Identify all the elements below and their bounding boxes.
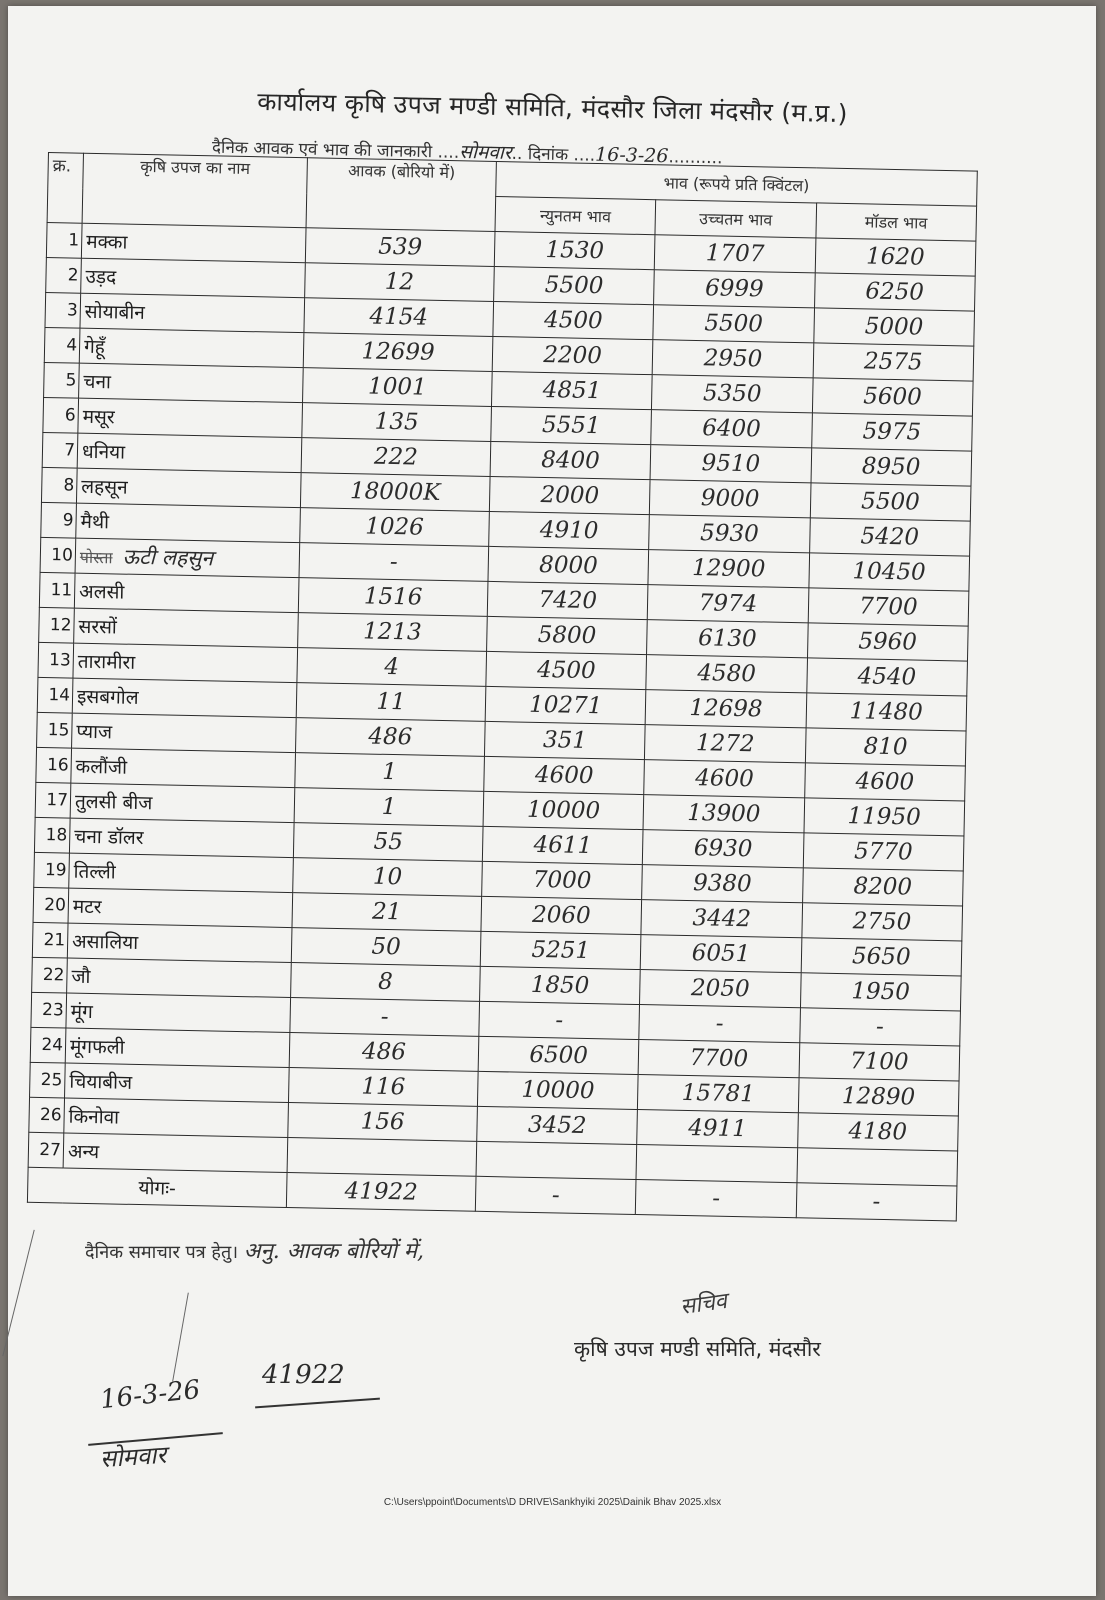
modal-price: 2575: [813, 343, 974, 381]
min-price: 5800: [487, 616, 648, 654]
arrival-bags: 116: [288, 1068, 478, 1107]
modal-price: 5650: [801, 938, 962, 976]
arrival-bags: 18000K: [300, 473, 490, 512]
arrival-bags: 1516: [298, 578, 488, 617]
max-price: 7700: [638, 1040, 799, 1078]
min-price: 8400: [490, 441, 651, 479]
commodity-name: चना: [79, 363, 304, 402]
row-number: 19: [34, 852, 70, 888]
commodity-name: उड़द: [81, 258, 306, 297]
signature-org: कृषि उपज मण्डी समिति, मंदसौर: [574, 1337, 821, 1361]
row-number: 25: [30, 1062, 66, 1098]
min-price: 8000: [488, 546, 649, 584]
arrival-bags: 1001: [303, 368, 493, 407]
max-price: 12698: [645, 690, 806, 728]
commodity-name: जौ: [67, 958, 292, 997]
modal-price: 7700: [808, 588, 969, 626]
max-price: 6130: [647, 620, 808, 658]
arrival-bags: 8: [291, 963, 481, 1002]
report-subtitle: दैनिक आवक एवं भाव की जानकारी ....सोमवार.. दिनांक ....16-3-26..........: [211, 137, 723, 169]
header-price-group: भाव (रूपये प्रति क्विंटल): [496, 162, 978, 207]
max-price: 13900: [643, 795, 804, 833]
row-number: 4: [44, 327, 80, 363]
commodity-name: असालिया: [67, 923, 292, 962]
max-price: -: [639, 1005, 800, 1043]
modal-price: 5420: [809, 518, 970, 556]
max-price: 9000: [650, 480, 811, 518]
arrival-bags: [287, 1138, 477, 1177]
header-name: कृषि उपज का नाम: [82, 153, 307, 227]
table-body: [28, 222, 976, 1185]
document-title: कार्यालय कृषि उपज मण्डी समिति, मंदसौर जिला मंदसौर (म.प्र.): [256, 86, 849, 129]
min-price: 7420: [487, 581, 648, 619]
max-price: 6999: [654, 270, 815, 308]
max-price: 9380: [642, 865, 803, 903]
commodity-name-handwritten: ऊटी लहसुन: [122, 544, 214, 571]
arrival-bags: 539: [305, 228, 495, 267]
arrival-bags: 1213: [298, 613, 488, 652]
row-number: 20: [33, 887, 69, 923]
arrival-bags: 135: [302, 403, 492, 442]
min-price: 4500: [493, 301, 654, 339]
row-number: 11: [39, 572, 75, 608]
row-number: 21: [32, 922, 68, 958]
min-price: 5500: [494, 266, 655, 304]
modal-price: 8200: [802, 868, 963, 906]
max-price: 6400: [651, 410, 812, 448]
modal-price: 5000: [813, 308, 974, 346]
row-number: 12: [39, 607, 75, 643]
min-price: 7000: [482, 861, 643, 899]
modal-price: 7100: [799, 1043, 960, 1081]
arrival-bags: 486: [295, 718, 485, 757]
modal-price: 4540: [806, 658, 967, 696]
modal-price: 1620: [815, 238, 976, 276]
footnote: [85, 1235, 424, 1265]
max-price: 6930: [643, 830, 804, 868]
arrival-bags: 11: [296, 683, 486, 722]
arrival-bags: 21: [292, 893, 482, 932]
commodity-name: लहसून: [76, 468, 301, 507]
max-price: 4580: [646, 655, 807, 693]
commodity-name: मसूर: [78, 398, 303, 437]
date-label: दिनांक: [527, 144, 569, 166]
modal-price: 10450: [809, 553, 970, 591]
min-price: [476, 1141, 637, 1179]
modal-price: [797, 1148, 958, 1186]
commodity-name: अलसी: [74, 573, 299, 612]
arrival-bags: -: [290, 998, 480, 1037]
modal-price: 5600: [812, 378, 973, 416]
max-price: 9510: [650, 445, 811, 483]
commodity-name: अन्य: [63, 1133, 288, 1172]
row-number: 6: [43, 397, 79, 433]
signature-title: सचिव: [678, 1288, 729, 1321]
footnote-handwritten: अनु. आवक बोरियों में,: [243, 1239, 424, 1264]
row-number: 14: [37, 677, 73, 713]
commodity-name: चना डॉलर: [69, 818, 294, 857]
arrival-bags: 12: [305, 263, 495, 302]
footnote-text: दैनिक समाचार पत्र हेतु।: [85, 1242, 239, 1263]
row-number: 3: [45, 292, 81, 328]
arrival-bags: 1: [295, 753, 485, 792]
modal-price: 2750: [802, 903, 963, 941]
row-number: 1: [46, 222, 82, 258]
total-label: योगः-: [27, 1167, 287, 1207]
max-price: 4600: [644, 760, 805, 798]
min-price: 5251: [480, 931, 641, 969]
min-price: 5551: [491, 406, 652, 444]
row-number: 7: [42, 432, 78, 468]
max-price: 15781: [638, 1075, 799, 1113]
total-min: -: [475, 1176, 636, 1214]
min-price: 1530: [494, 231, 655, 269]
max-price: 7974: [648, 585, 809, 623]
total-modal: -: [796, 1183, 957, 1221]
min-price: 351: [484, 721, 645, 759]
arrival-bags: 1: [294, 788, 484, 827]
min-price: 2200: [492, 336, 653, 374]
max-price: 1707: [655, 235, 816, 273]
max-price: 2950: [652, 340, 813, 378]
max-price: 1272: [645, 725, 806, 763]
modal-price: 810: [805, 728, 966, 766]
subtitle-prefix: दैनिक आवक एवं भाव की जानकारी: [211, 137, 433, 163]
commodity-name: मूंगफली: [65, 1028, 290, 1067]
commodity-name: तुलसी बीज: [70, 783, 295, 822]
max-price: 3442: [641, 900, 802, 938]
commodity-name: मैथी: [76, 503, 301, 542]
modal-price: 6250: [814, 273, 975, 311]
max-price: 2050: [640, 970, 801, 1008]
header-max-price: उच्चतम भाव: [655, 200, 816, 238]
commodity-name: मूंग: [66, 993, 291, 1032]
modal-price: 11950: [804, 798, 965, 836]
min-price: 4851: [491, 371, 652, 409]
commodity-name: गेहूँ: [79, 328, 304, 367]
modal-price: -: [799, 1008, 960, 1046]
modal-price: 12890: [798, 1078, 959, 1116]
report-date: 16-3-26: [594, 143, 669, 168]
arrival-bags: 55: [293, 823, 483, 862]
modal-price: 5500: [810, 483, 971, 521]
arrival-bags: 12699: [303, 333, 493, 372]
modal-price: 1950: [800, 973, 961, 1011]
commodity-name: कलौंजी: [71, 748, 296, 787]
handwritten-date: 16-3-26: [98, 1374, 202, 1416]
max-price: 5930: [649, 515, 810, 553]
arrival-bags: 222: [301, 438, 491, 477]
max-price: 12900: [648, 550, 809, 588]
min-price: 4500: [486, 651, 647, 689]
price-table: [27, 152, 978, 1221]
report-day: सोमवार: [459, 140, 512, 164]
arrival-bags: -: [299, 543, 489, 582]
modal-price: 5770: [803, 833, 964, 871]
min-price: 4600: [484, 756, 645, 794]
row-number: 2: [46, 257, 82, 293]
modal-price: 8950: [811, 448, 972, 486]
row-number: 22: [32, 957, 68, 993]
min-price: 10000: [477, 1071, 638, 1109]
commodity-name: मटर: [68, 888, 293, 927]
max-price: 6051: [641, 935, 802, 973]
commodity-name: तारामीरा: [73, 643, 298, 682]
row-number: 15: [37, 712, 73, 748]
modal-price: 5975: [811, 413, 972, 451]
commodity-name: सोयाबीन: [80, 293, 305, 332]
total-arrival: 41922: [286, 1173, 476, 1212]
commodity-name: इसबगोल: [72, 678, 297, 717]
commodity-name: प्याज: [72, 713, 297, 752]
arrival-bags: 486: [289, 1033, 479, 1072]
row-number: 13: [38, 642, 74, 678]
commodity-name: किनोवा: [64, 1098, 289, 1137]
total-max: -: [636, 1180, 797, 1218]
min-price: 10000: [483, 791, 644, 829]
max-price: 5350: [652, 375, 813, 413]
handwritten-total: 41922: [262, 1360, 345, 1390]
row-number: 26: [29, 1097, 65, 1133]
handwritten-day: सोमवार: [99, 1440, 168, 1474]
arrival-bags: 10: [293, 858, 483, 897]
min-price: 6500: [478, 1036, 639, 1074]
commodity-name: चियाबीज: [65, 1063, 290, 1102]
arrival-bags: 4: [297, 648, 487, 687]
modal-price: 11480: [806, 693, 967, 731]
min-price: 4611: [482, 826, 643, 864]
arrival-bags: 4154: [304, 298, 494, 337]
file-path: C:\Users\ppoint\Documents\D DRIVE\Sankhyiki 2025\Dainik Bhav 2025.xlsx: [383, 1497, 722, 1508]
min-price: 2000: [489, 476, 650, 514]
price-table-wrapper: [27, 152, 1008, 1222]
commodity-name: [75, 538, 300, 577]
max-price: 5500: [653, 305, 814, 343]
row-number: 9: [41, 502, 77, 538]
min-price: 4910: [489, 511, 650, 549]
commodity-name: सरसों: [74, 608, 299, 647]
min-price: 2060: [481, 896, 642, 934]
min-price: 3452: [477, 1106, 638, 1144]
row-number: 16: [36, 747, 72, 783]
modal-price: 4180: [797, 1113, 958, 1151]
header-arrival: आवक (बोरियो में): [306, 158, 496, 232]
row-number: 10: [40, 537, 76, 573]
row-number: 18: [34, 817, 70, 853]
header-min-price: न्युनतम भाव: [495, 196, 656, 234]
commodity-name: मक्का: [81, 223, 306, 262]
modal-price: 4600: [804, 763, 965, 801]
row-number: 17: [35, 782, 71, 818]
header-no: क्र.: [47, 153, 83, 224]
commodity-name-struck: पोस्ता: [79, 547, 113, 568]
commodity-name: तिल्ली: [69, 853, 294, 892]
min-price: 1850: [480, 966, 641, 1004]
row-number: 5: [44, 362, 80, 398]
arrival-bags: 156: [288, 1103, 478, 1142]
row-number: 23: [31, 992, 67, 1028]
row-number: 24: [30, 1027, 66, 1063]
arrival-bags: 1026: [300, 508, 490, 547]
max-price: 4911: [637, 1110, 798, 1148]
row-number: 8: [41, 467, 77, 503]
header-modal-price: मॉडल भाव: [816, 203, 977, 241]
max-price: [636, 1145, 797, 1183]
min-price: -: [479, 1001, 640, 1039]
modal-price: 5960: [807, 623, 968, 661]
min-price: 10271: [485, 686, 646, 724]
arrival-bags: 50: [291, 928, 481, 967]
row-number: 27: [28, 1132, 64, 1168]
commodity-name: धनिया: [77, 433, 302, 472]
